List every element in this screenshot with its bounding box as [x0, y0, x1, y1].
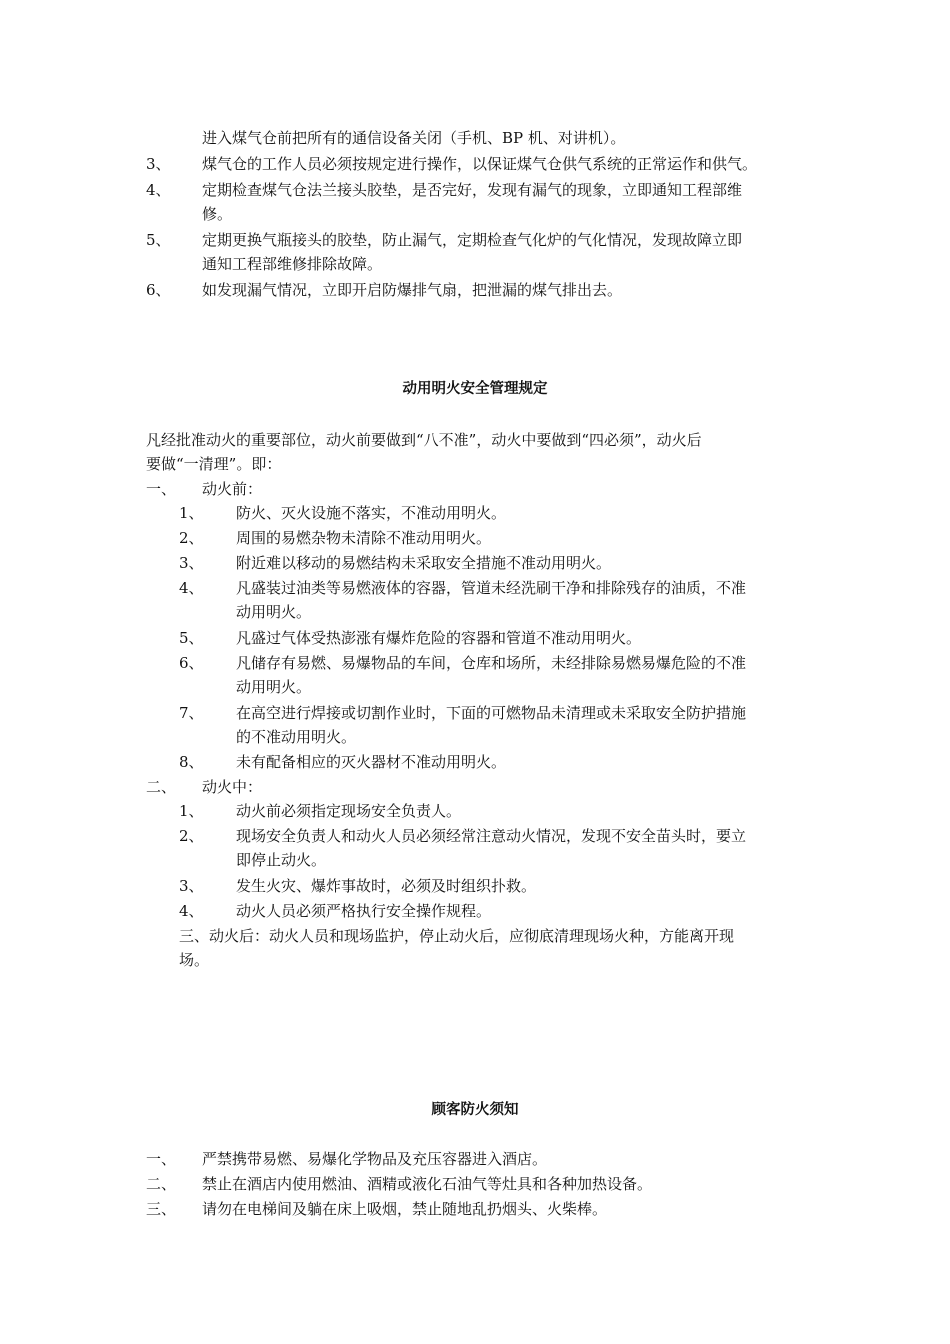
- intro-text: 要做“一清理”。即：: [146, 455, 282, 473]
- item-text: 定期更换气瓶接头的胶垫，防止漏气，定期检查气化炉的气化情况，发现故障立即: [202, 231, 743, 249]
- heading-number: 一、: [146, 480, 177, 498]
- section-title: 顾客防火须知: [431, 1102, 519, 1118]
- item-number: 4、: [146, 181, 171, 199]
- item-text: 防火、灭火设施不落实，不准动用明火。: [236, 504, 507, 522]
- item-text: 凡储存有易燃、易爆物品的车间，仓库和场所，未经排除易燃易爆危险的不准: [236, 654, 747, 672]
- section-title: 动用明火安全管理规定: [402, 381, 548, 397]
- item-text: 在高空进行焊接或切割作业时，下面的可燃物品未清理或未采取安全防护措施: [236, 704, 747, 722]
- item-text: 现场安全负责人和动火人员必须经常注意动火情况，发现不安全苗头时，要立: [236, 827, 747, 845]
- item-text: 严禁携带易燃、易爆化学物品及充压容器进入酒店。: [202, 1150, 548, 1168]
- item-text: 动火前必须指定现场安全负责人。: [236, 802, 462, 820]
- item-number: 6、: [146, 281, 171, 299]
- heading-number: 二、: [146, 778, 177, 796]
- item-number: 8、: [179, 753, 204, 771]
- item-number: 三、: [146, 1200, 177, 1218]
- item-text: 凡盛装过油类等易燃液体的容器，管道未经洗刷干净和排除残存的油质，不准: [236, 579, 747, 597]
- item-number: 2、: [179, 827, 204, 845]
- item-number: 3、: [146, 155, 171, 173]
- item-number: 4、: [179, 902, 204, 920]
- item-text: 周围的易燃杂物未清除不准动用明火。: [236, 529, 492, 547]
- item-number: 5、: [179, 629, 204, 647]
- item-number: 2、: [179, 529, 204, 547]
- item-number: 4、: [179, 579, 204, 597]
- continued-text: 进入煤气仓前把所有的通信设备关闭（手机、BP 机、对讲机）。: [202, 129, 626, 147]
- item-text: 未有配备相应的灭火器材不准动用明火。: [236, 753, 507, 771]
- item-text: 请勿在电梯间及躺在床上吸烟，禁止随地乱扔烟头、火柴棒。: [202, 1200, 608, 1218]
- item-text: 动用明火。: [236, 603, 312, 621]
- item-text: 动用明火。: [236, 678, 312, 696]
- item-number: 6、: [179, 654, 204, 672]
- heading-label: 动火前：: [202, 480, 263, 498]
- item-text: 的不准动用明火。: [236, 728, 357, 746]
- heading-label: 动火中：: [202, 778, 263, 796]
- after-text: 场。: [179, 951, 210, 969]
- item-text: 附近难以移动的易燃结构未采取安全措施不准动用明火。: [236, 554, 612, 572]
- item-text: 通知工程部维修排除故障。: [202, 255, 383, 273]
- item-number: 5、: [146, 231, 171, 249]
- item-text: 定期检查煤气仓法兰接头胶垫，是否完好，发现有漏气的现象，立即通知工程部维: [202, 181, 743, 199]
- item-text: 动火人员必须严格执行安全操作规程。: [236, 902, 492, 920]
- item-text: 煤气仓的工作人员必须按规定进行操作，以保证煤气仓供气系统的正常运作和供气。: [202, 155, 758, 173]
- item-number: 7、: [179, 704, 204, 722]
- item-number: 1、: [179, 802, 204, 820]
- intro-text: 凡经批准动火的重要部位，动火前要做到“八不准”，动火中要做到“四必须”，动火后: [146, 431, 702, 449]
- item-text: 即停止动火。: [236, 851, 327, 869]
- item-text: 禁止在酒店内使用燃油、酒精或液化石油气等灶具和各种加热设备。: [202, 1175, 653, 1193]
- item-text: 修。: [202, 205, 233, 223]
- after-text: 三、动火后：动火人员和现场监护，停止动火后，应彻底清理现场火种，方能离开现: [179, 927, 735, 945]
- item-text: 如发现漏气情况，立即开启防爆排气扇，把泄漏的煤气排出去。: [202, 281, 623, 299]
- item-number: 二、: [146, 1175, 177, 1193]
- item-number: 1、: [179, 504, 204, 522]
- item-text: 凡盛过气体受热澎涨有爆炸危险的容器和管道不准动用明火。: [236, 629, 642, 647]
- item-number: 3、: [179, 877, 204, 895]
- item-number: 3、: [179, 554, 204, 572]
- item-number: 一、: [146, 1150, 177, 1168]
- item-text: 发生火灾、爆炸事故时，必须及时组织扑救。: [236, 877, 537, 895]
